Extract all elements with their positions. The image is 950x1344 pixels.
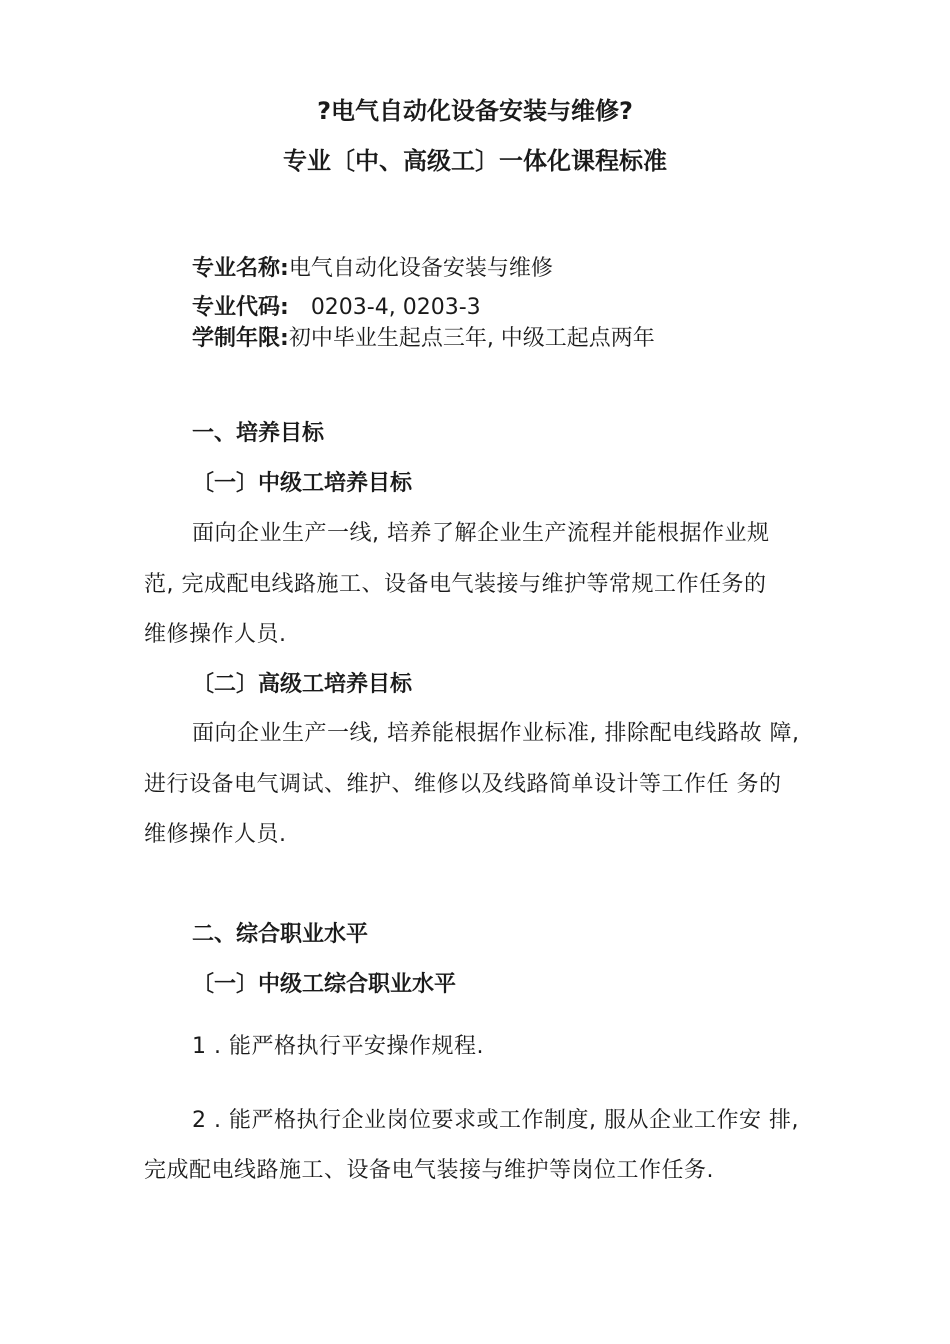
list-item: 1 . 能严格执行平安操作规程. (192, 1034, 484, 1059)
paragraph-line: 维修操作人员. (144, 622, 287, 647)
meta-duration-value: 初中毕业生起点三年, 中级工起点两年 (288, 326, 655, 351)
paragraph-line: 维修操作人员. (144, 822, 287, 847)
list-item: 2 . 能严格执行企业岗位要求或工作制度, 服从企业工作安 排, (192, 1108, 799, 1133)
meta-duration-label: 学制年限: (192, 326, 289, 351)
paragraph-line: 进行设备电气调试、维护、维修以及线路简单设计等工作任 务的 (144, 772, 782, 797)
document-title-line-2: 专业〔中、高级工〕一体化课程标准 (283, 147, 667, 175)
meta-code-row (192, 293, 481, 323)
document-title-line-1: ?电气自动化设备安装与维修? (317, 97, 633, 125)
list-item-continuation: 完成配电线路施工、设备电气装接与维护等岗位工作任务. (144, 1158, 714, 1183)
section-1-sub-1-heading: 〔一〕中级工培养目标 (192, 471, 413, 496)
section-1-sub-2-heading: 〔二〕高级工培养目标 (192, 672, 413, 697)
meta-name-value: 电气自动化设备安装与维修 (288, 256, 553, 281)
meta-code-value: 0203-4, 0203-3 (310, 295, 481, 320)
meta-code-label: 专业代码: (192, 295, 289, 320)
meta-duration-row (192, 324, 655, 354)
section-2-sub-1-heading: 〔一〕中级工综合职业水平 (192, 972, 457, 997)
paragraph-line: 范, 完成配电线路施工、设备电气装接与维护等常规工作任务的 (144, 572, 767, 597)
section-2-heading: 二、综合职业水平 (192, 922, 369, 947)
paragraph-line: 面向企业生产一线, 培养能根据作业标准, 排除配电线路故 障, (192, 721, 800, 746)
meta-name-row (192, 254, 553, 284)
section-1-heading: 一、培养目标 (192, 421, 325, 446)
meta-name-label: 专业名称: (192, 256, 289, 281)
paragraph-line: 面向企业生产一线, 培养了解企业生产流程并能根据作业规 (192, 521, 770, 546)
